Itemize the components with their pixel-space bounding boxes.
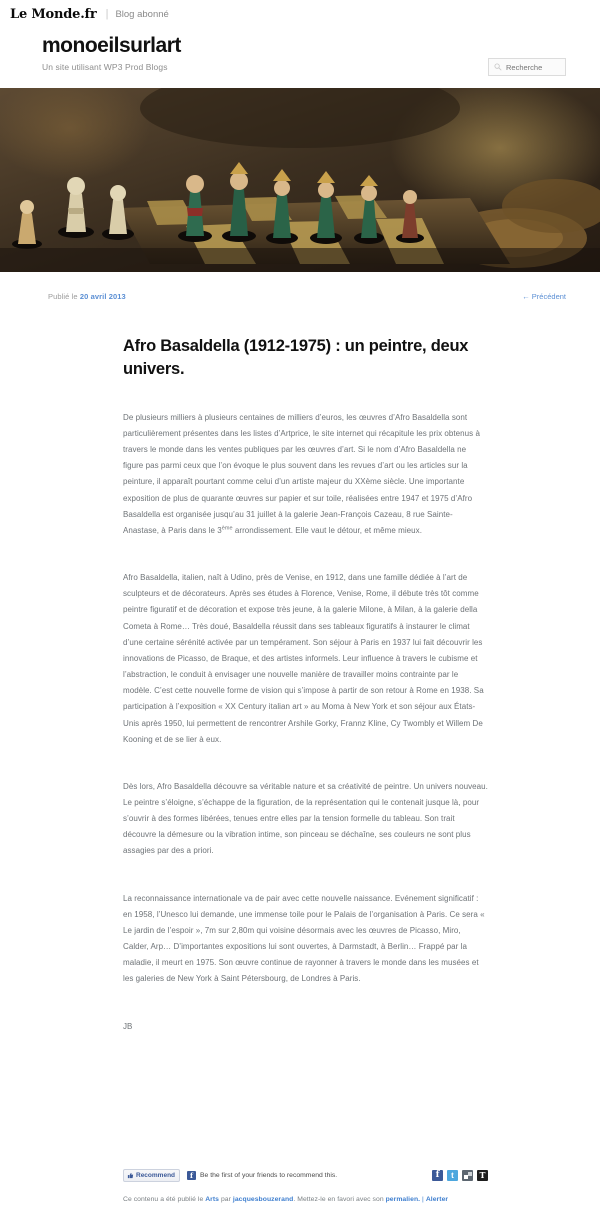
footer-separator: |: [422, 1196, 424, 1203]
site-title[interactable]: monoeilsurlart: [42, 34, 181, 57]
site-topbar: [0, 0, 600, 24]
share-row: [123, 1168, 488, 1183]
permalink-link[interactable]: permalien.: [385, 1196, 421, 1203]
footer-text-3: . Mettez-le en favori avec son: [293, 1196, 386, 1203]
previous-post-link[interactable]: ← Précédent: [522, 292, 566, 301]
article-meta: [0, 272, 600, 301]
blog-abonne-link[interactable]: Blog abonné: [115, 8, 169, 20]
paragraph-2: Afro Basaldella, italien, naît à Udino, près de Venise, en 1912, dans une famille dédiée à l’art de sculpteurs et de décorateurs. Après ses études à Florence, Venise, Rome, il débute très tôt comme peintre figuratif et de décoration et expose très jeune, à la galerie Milone, à Milan, à la galerie della Cometa à Rome… Très doué, Basaldella réussit dans ses tableaux figuratifs à instaurer le climat d’une certaine sérénité activée par un tempérament. Son séjour à Paris en 1937 lui fait découvrir les innovations de Picasso, de Braque, et des artistes informels. Leur influence à travers le cubisme et l’abstraction, le conduit à envisager une nouvelle manière de travailler moins contrainte par le modèle. C’est cette nouvelle forme de vision qui s’impose à partir de son retour à Rome en 1938. Sa participation à l’exposition « XX Century italian art » au Moma à New York et son séjour aux États-Unis après 1950, lui permettent de rencontrer Arshile Gorky, Frannz Kline, Cy Twombly et Willem De Kooning et de se lier à eux.: [123, 573, 484, 744]
published-date: [48, 292, 126, 301]
lemonde-logo[interactable]: Le Monde.fr: [10, 6, 97, 22]
post-footer: [123, 1168, 488, 1203]
paragraph-1-text: De plusieurs milliers à plusieurs centaines de milliers d’euros, les œuvres d’Afro Basaldella sont particulièrement présentes dans les listes d’Artprice, le site internet qui récapitule les prix obtenus à travers le monde dans les ventes publiques par les œuvres d’art. Si le nom d’Afro Basaldella ne figure pas parmi ceux que l’on évoque le plus souvent dans les revues d’art ou les articles sur la peinture, il apparaît pourtant comme celui d’un artiste majeur du XXème siècle. Une importante exposition de plus de quarante œuvres sur papier et sur toile, réalisées entre 1947 et 1975 d’Afro Basaldella est organisée jusqu’au 31 juillet à la galerie Jean-François Cazeau, 8 rue Sainte-Anastase, à Paris dans le 3: [123, 412, 480, 535]
paragraph-1-superscript: ème: [221, 525, 233, 532]
facebook-share-icon[interactable]: [432, 1170, 443, 1181]
category-link[interactable]: Arts: [205, 1196, 220, 1203]
topbar-separator: |: [105, 8, 109, 20]
paragraph-1: [123, 410, 488, 539]
tumblr-share-icon[interactable]: [477, 1170, 488, 1181]
share-message: Be the first of your friends to recommend this.: [200, 1172, 338, 1179]
hero-image: [0, 88, 600, 272]
search-input[interactable]: [506, 63, 564, 72]
paragraph-1-tail: arrondissement. Elle vaut le détour, et même mieux.: [232, 525, 422, 535]
search-box[interactable]: [488, 58, 566, 76]
post-body: [123, 410, 488, 1035]
site-header: [0, 24, 600, 88]
twitter-share-icon[interactable]: [447, 1170, 458, 1181]
author-link[interactable]: jacquesbouzerand: [232, 1196, 294, 1203]
paragraph-4: La reconnaissance internationale va de pair avec cette nouvelle naissance. Evénement significatif : en 1958, l’Unesco lui demande, une immense toile pour le Palais de l’organisation à Paris. Ce sera « Le jardin de l’espoir », 7m sur 2,80m qui voisine désormais avec les œuvres de Picasso, Miro, Calder, Arp… D’importantes expositions lui sont ouvertes, à Darmstadt, à Berlin… Frappé par la maladie, il meurt en 1975. Son œuvre continue de rayonner à travers le monde dans les musées et les galeries de New York à Saint Pétersbourg, de Londres à Paris.: [123, 893, 485, 984]
footer-text-2: par: [219, 1196, 233, 1203]
facebook-recommend-label: Recommend: [136, 1172, 176, 1179]
footer-note: [123, 1196, 488, 1203]
hero-illustration: [0, 88, 600, 272]
paragraph-signature: JB: [123, 1021, 133, 1031]
page-title: Afro Basaldella (1912-1975) : un peintre, deux univers.: [123, 337, 469, 379]
published-prefix: Publié le: [48, 292, 80, 301]
thumbs-up-icon: [127, 1172, 134, 1179]
report-link[interactable]: Alerter: [425, 1196, 449, 1203]
footer-text-1: Ce contenu a été publié le: [123, 1196, 206, 1203]
google-plus-share-icon[interactable]: [462, 1170, 473, 1181]
share-icons: [432, 1170, 488, 1181]
paragraph-3: Dès lors, Afro Basaldella découvre sa véritable nature et sa créativité de peintre. Un univers nouveau. Le peintre s’éloigne, s’échappe de la figuration, de la représentation qui le contenait jusque là, pour s’ouvrir à des formes libérées, tenues entre elles par la tension formelle du tableau. Son trait découvre la démesure ou la vibration intime, son pinceau se déchaîne, ses couleurs ne sont plus assagies par des a priori.: [123, 781, 488, 856]
article: [0, 335, 600, 1035]
site-description: Un site utilisant WP3 Prod Blogs: [42, 62, 168, 73]
facebook-icon[interactable]: f: [187, 1171, 196, 1180]
facebook-recommend-button[interactable]: [123, 1169, 180, 1182]
search-icon: [494, 63, 502, 71]
published-date-value[interactable]: 20 avril 2013: [79, 292, 126, 301]
